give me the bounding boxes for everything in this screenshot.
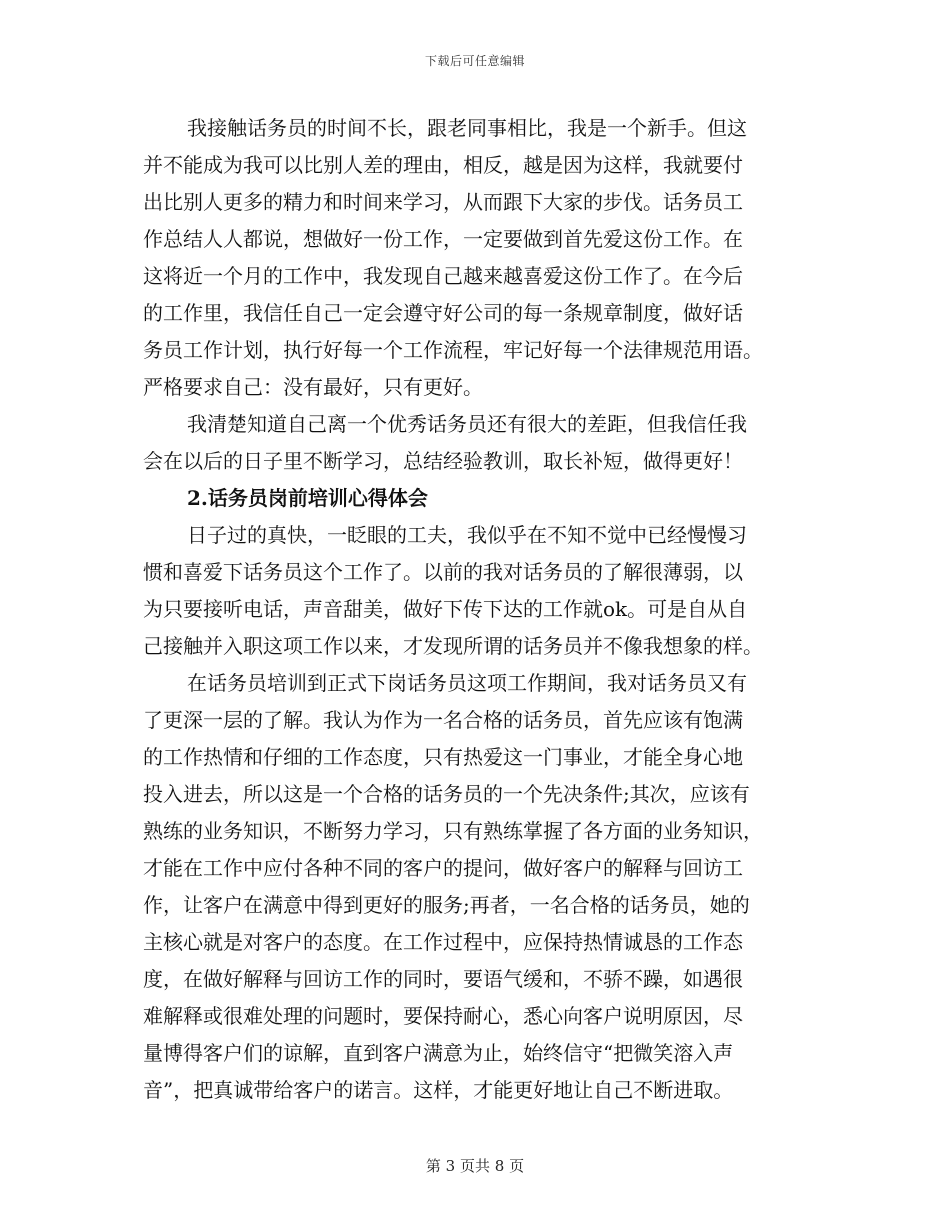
text-line: 音”，把真诚带给客户的诺言。这样，才能更好地让自己不断进取。 xyxy=(143,1078,734,1102)
text-line: 了更深一层的了解。我认为作为一名合格的话务员，首先应该有饱满 xyxy=(143,708,743,732)
text-line: 熟练的业务知识，不断努力学习，只有熟练掌握了各方面的业务知识， xyxy=(143,819,763,843)
text-line: 投入进去，所以这是一个合格的话务员的一个先决条件;其次，应该有 xyxy=(143,782,750,806)
paragraph-2 xyxy=(143,406,811,480)
text-line: 的工作热情和仔细的工作态度，只有热爱这一门事业，才能全身心地 xyxy=(143,745,743,769)
paragraph-1 xyxy=(143,110,811,406)
text-line: 我接触话务员的时间不长，跟老同事相比，我是一个新手。但这 xyxy=(187,116,747,140)
text-line: 作总结人人都说，想做好一份工作，一定要做到首先爱这份工作。在 xyxy=(143,227,743,251)
section-paragraph-1 xyxy=(143,517,811,665)
text-line: 并不能成为我可以比别人差的理由，相反，越是因为这样，我就要付 xyxy=(143,153,743,177)
document-body xyxy=(143,110,811,1109)
page-header: 下载后可任意编辑 xyxy=(424,54,525,68)
text-line: 主核心就是对客户的态度。在工作过程中，应保持热情诚恳的工作态 xyxy=(143,930,743,954)
section-heading: 2.话务员岗前培训心得体会 xyxy=(187,486,428,510)
text-line: 才能在工作中应付各种不同的客户的提问，做好客户的解释与回访工 xyxy=(143,856,743,880)
text-line: 这将近一个月的工作中，我发现自己越来越喜爱这份工作了。在今后 xyxy=(143,264,743,288)
text-line: 会在以后的日子里不断学习，总结经验教训，取长补短，做得更好！ xyxy=(143,449,743,473)
text-line: 务员工作计划，执行好每一个工作流程，牢记好每一个法律规范用语。 xyxy=(143,338,763,362)
text-line: 己接触并入职这项工作以来，才发现所谓的话务员并不像我想象的样。 xyxy=(143,634,763,658)
text-line: 难解释或很难处理的问题时，要保持耐心，悉心向客户说明原因，尽 xyxy=(143,1004,743,1028)
text-line: 严格要求自己：没有最好，只有更好。 xyxy=(143,375,483,399)
text-line: 我清楚知道自己离一个优秀话务员还有很大的差距，但我信任我 xyxy=(187,412,747,436)
text-line: 日子过的真快，一眨眼的工夫，我似乎在不知不觉中已经慢慢习 xyxy=(187,523,747,547)
text-line: 作，让客户在满意中得到更好的服务;再者，一名合格的话务员，她的 xyxy=(143,893,750,917)
text-line: 量博得客户们的谅解，直到客户满意为止，始终信守“把微笑溶入声 xyxy=(143,1041,734,1065)
text-line: 的工作里，我信任自己一定会遵守好公司的每一条规章制度，做好话 xyxy=(143,301,743,325)
page-footer: 第 3 页共 8 页 xyxy=(425,1157,525,1175)
text-line: 惯和喜爱下话务员这个工作了。以前的我对话务员的了解很薄弱，以 xyxy=(143,560,743,584)
text-line: 度，在做好解释与回访工作的同时，要语气缓和，不骄不躁，如遇很 xyxy=(143,967,743,991)
text-line: 在话务员培训到正式下岗话务员这项工作期间，我对话务员又有 xyxy=(187,671,747,695)
text-line: 为只要接听电话，声音甜美，做好下传下达的工作就ok。可是自从自 xyxy=(143,597,748,621)
section-paragraph-2 xyxy=(143,665,811,1109)
text-line: 出比别人更多的精力和时间来学习，从而跟下大家的步伐。话务员工 xyxy=(143,190,743,214)
